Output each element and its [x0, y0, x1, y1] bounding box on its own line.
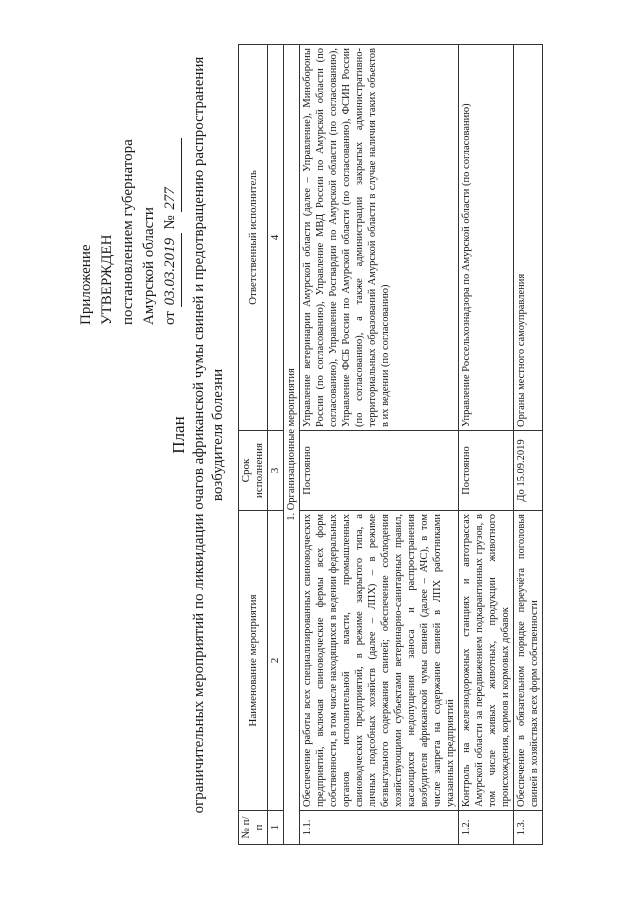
row-executor: Управление ветеринарии Амурской области (далее – Управление), Минобороны России (по согласованию), Управление МВД России по Амурской области (по согласованию), Управление Росгвардии по Амурской области (по согласованию), Управление ФСБ России по Амурской области (по согласованию), ФСИН России (по согласованию), а также администрации закрытых административно-территориальных образований Амурской области в случае наличия таких объектов в их ведении (по согласованию) [300, 45, 459, 431]
row-number: 1.2. [459, 811, 514, 845]
row-name: Контроль на железнодорожных станциях и автотрассах Амурской области за передвижением подкарантинных грузов, в том числе живых животных, продукции животного происхождения, кормов и кормовых добавок [459, 511, 514, 811]
table-row [459, 45, 514, 845]
row-number: 1.3. [514, 811, 543, 845]
header-num-1: 1 [268, 811, 284, 845]
header-name: Наименование мероприятия [239, 511, 268, 811]
approval-line-region: Амурской области [141, 207, 157, 325]
section-row [284, 45, 300, 845]
table-row [514, 45, 543, 845]
document-title: План [169, 416, 188, 454]
header-num-4: 4 [268, 45, 284, 431]
section-title: 1. Организационные мероприятия [284, 45, 300, 845]
header-executor: Ответственный исполнитель [239, 45, 268, 431]
plan-table [238, 44, 543, 845]
row-name: Обеспечение в обязательном порядке переучёта поголовья свиней в хозяйствах всех форм собственности [514, 511, 543, 811]
row-term: До 15.09.2019 [514, 431, 543, 511]
approval-line-appendix: Приложение [78, 244, 94, 325]
title-block [168, 55, 228, 815]
row-term: Постоянно [459, 431, 514, 511]
document-subtitle: ограничительных мероприятий по ликвидации очагов африканской чумы свиней и предотвращению распространения возбудителя болезни [191, 56, 226, 814]
row-number: 1.1. [300, 811, 459, 845]
date-prefix: от [162, 311, 178, 325]
row-name: Обеспечение работы всех специализированных свиноводческих предприятий, включая свиноводческие фермы всех форм собственности, в том числе находящихся в ведении федеральных органов исполнительной власти, промышленных свиноводческих предприятий, в режиме закрытого типа, а личных подсобных хозяйств (далее – ЛПХ) – в режиме безвыгульного содержания свиней; обеспечение соблюдения хозяйствующими субъектами ветеринарно-санитарных правил, касающихся недопущения заноса и распространения возбудителя африканской чумы свиней (далее – АЧС), в том числе запрета на содержание свиней в ЛПХ работниками указанных предприятий [300, 511, 459, 811]
number-sign: № [162, 215, 178, 230]
header-number: № п/п [239, 811, 268, 845]
approval-block [76, 65, 182, 325]
approval-line-approved: УТВЕРЖДЕН [99, 234, 115, 325]
row-executor: Управление Россельхознадзора по Амурской области (по согласованию) [459, 45, 514, 431]
row-executor: Органы местного самоуправления [514, 45, 543, 431]
header-num-2: 2 [268, 511, 284, 811]
header-numbering-row [268, 45, 284, 845]
approval-line-resolution: постановлением губернатора [120, 139, 136, 325]
handwritten-date: 03.03.2019 [160, 233, 182, 307]
row-term: Постоянно [300, 431, 459, 511]
table-row [300, 45, 459, 845]
header-row [239, 45, 268, 845]
handwritten-number: 277 [160, 138, 182, 212]
header-term: Срок исполнения [239, 431, 268, 511]
header-num-3: 3 [268, 431, 284, 511]
